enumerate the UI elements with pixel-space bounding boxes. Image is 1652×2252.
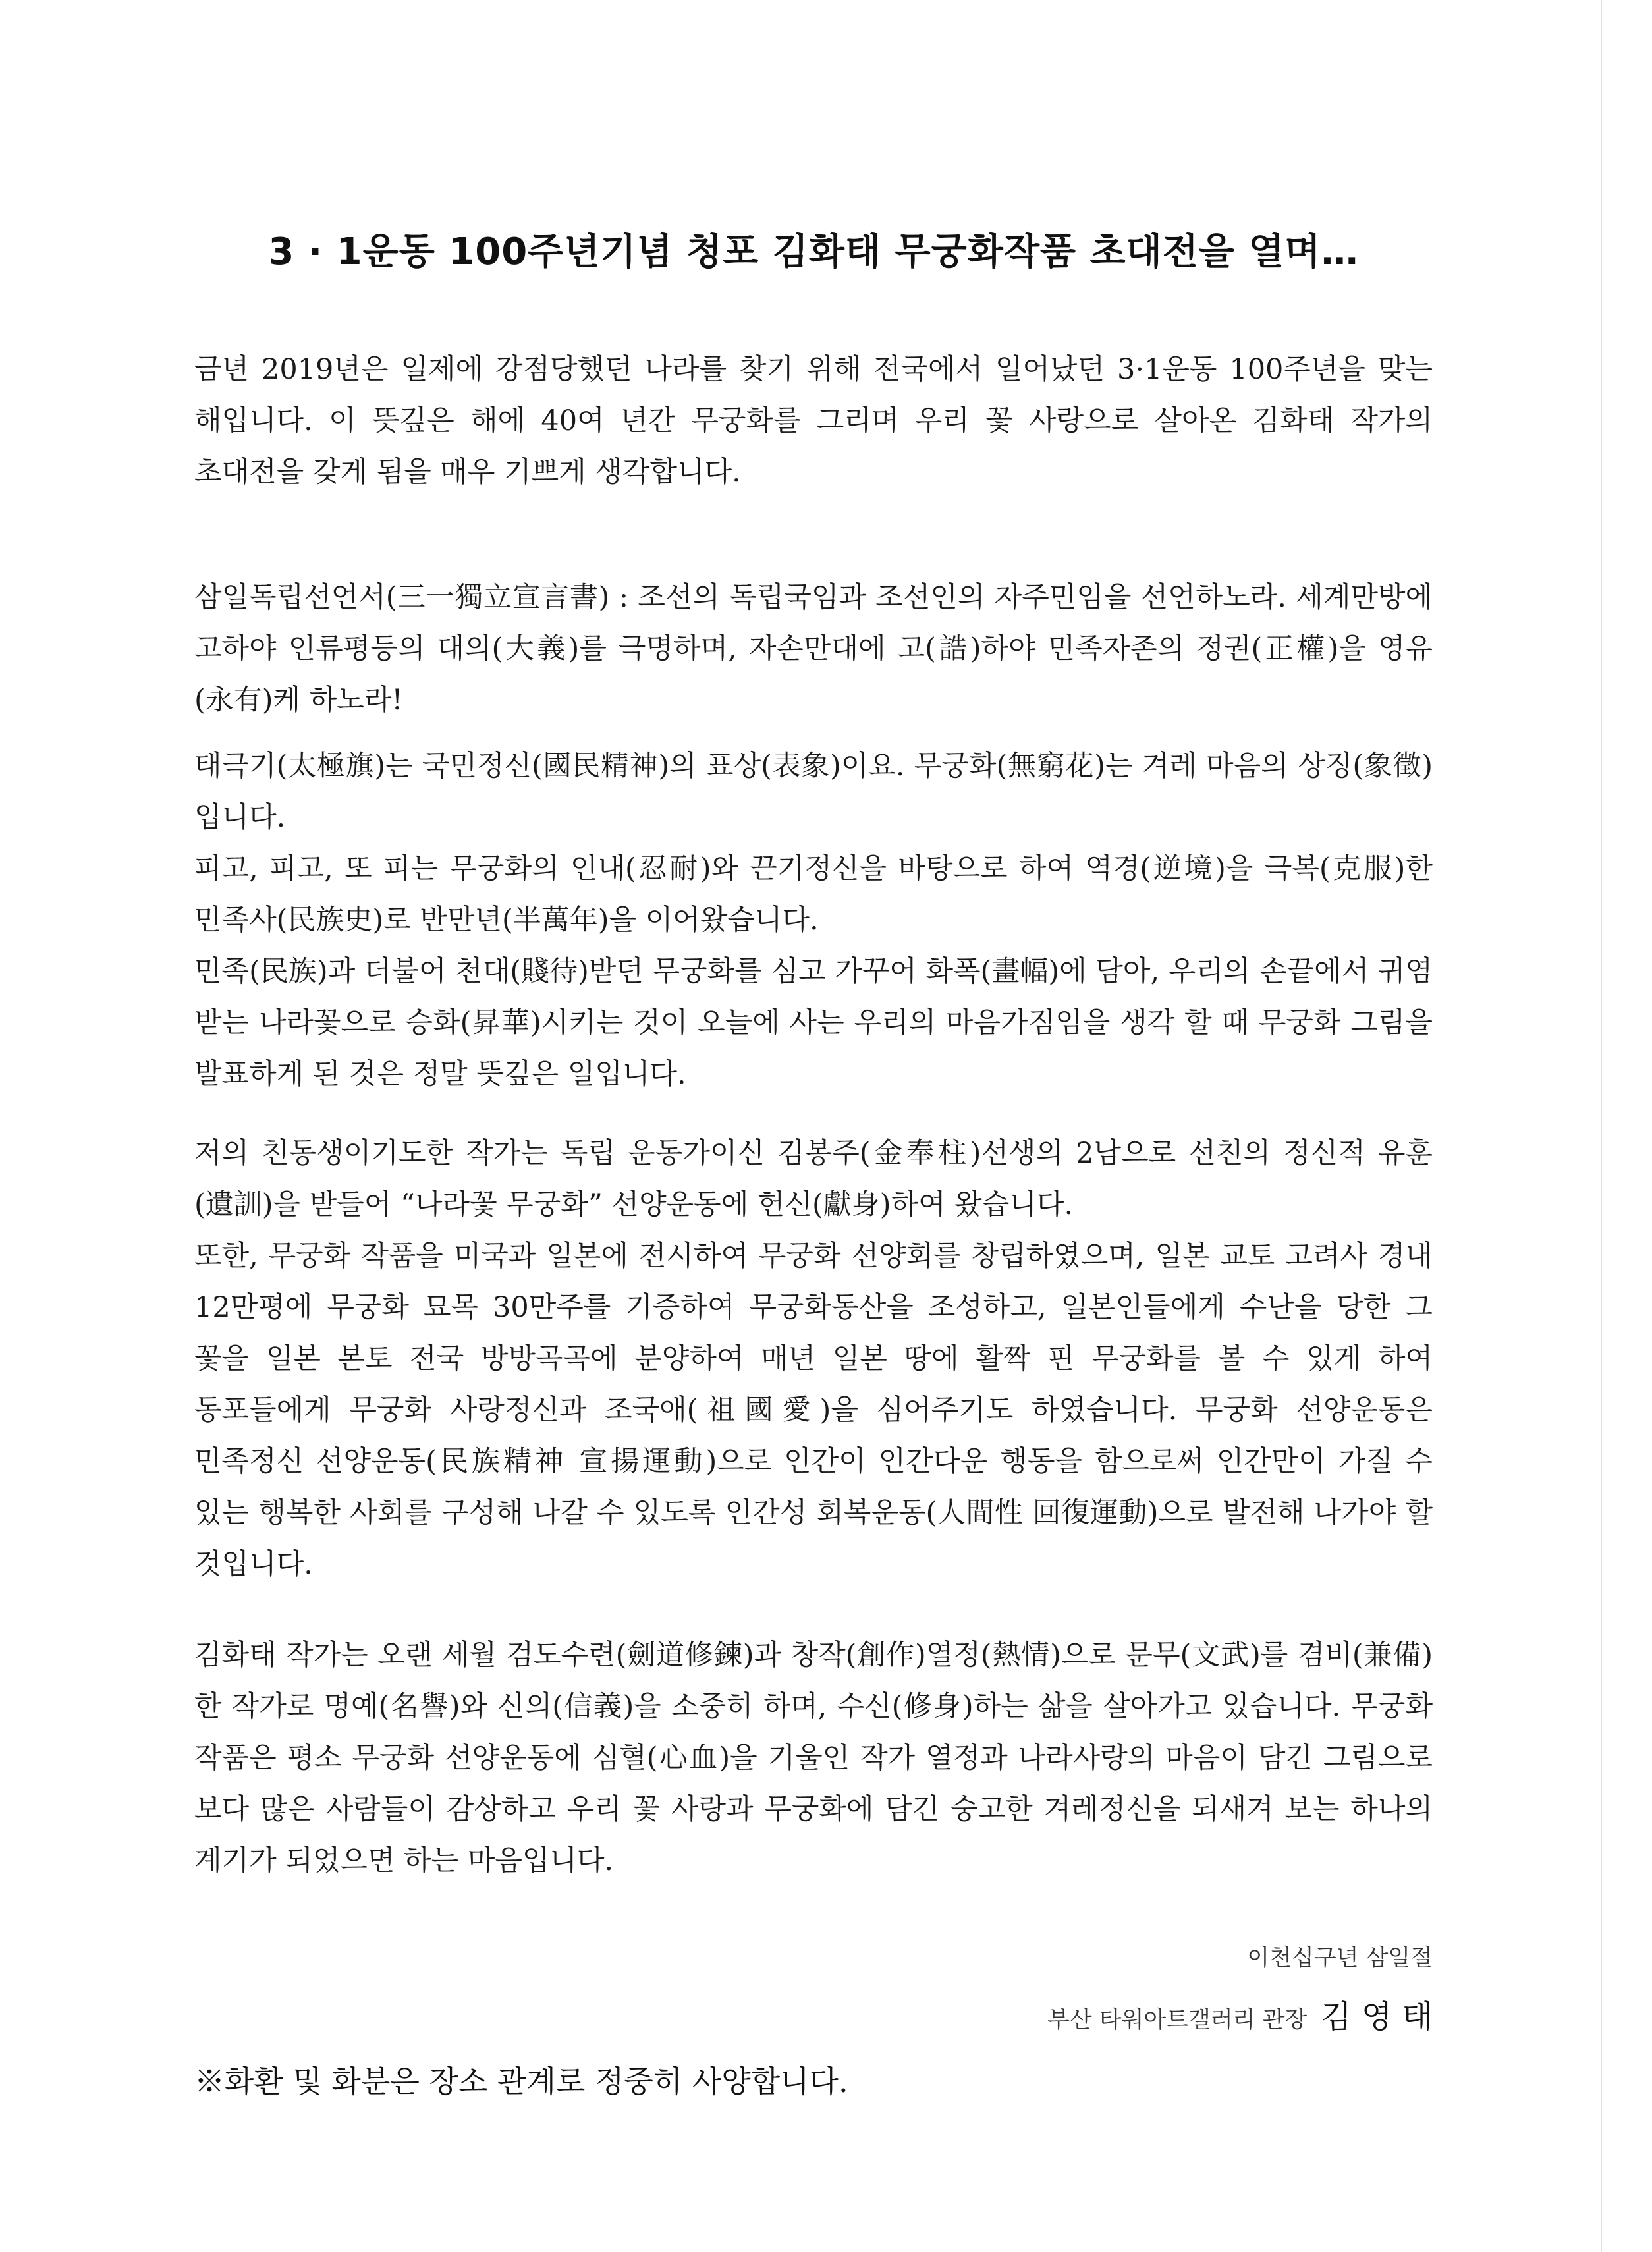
paragraph-artist-history [194,1128,1433,1590]
paragraph-line: 민족(民族)과 더불어 천대(賤待)받던 무궁화를 심고 가꾸어 화폭(畫幅)에 담아, 우리의 손끝에서 귀염 받는 나라꽃으로 승화(昇華)시키는 것이 오늘에 사는 우리의 마음가짐임을 생각 할 때 무궁화 그림을 발표하게 된 것은 정말 뜻깊은 일입니다. [194,955,1433,1091]
signature-date: 이천십구년 삼일절 [1247,1945,1433,1971]
page-edge-line [1601,0,1602,2252]
paragraph-declaration [194,572,1433,726]
paragraph-line: 저의 친동생이기도한 작가는 독립 운동가이신 김봉주(金奉柱)선생의 2남으로 선친의 정신적 유훈(遺訓)을 받들어 “나라꽃 무궁화” 선양운동에 헌신(獻身)하여 왔습니다. [194,1137,1433,1221]
footnote: ※화환 및 화분은 장소 관계로 정중히 사양합니다. [194,2064,848,2099]
paragraph-line: 태극기(太極旗)는 국민정신(國民精神)의 표상(表象)이요. 무궁화(無窮花)는 겨레 마음의 상징(象徵)입니다. [194,750,1433,834]
paragraph-symbols [194,740,1433,1100]
signature-name: 김 영 태 [1321,1998,1433,2035]
signature-role: 부산 타워아트갤러리 관장 [1047,2007,1308,2033]
paragraph-line: 또한, 무궁화 작품을 미국과 일본에 전시하여 무궁화 선양회를 창립하였으며, 일본 교토 고려사 경내 12만평에 무궁화 묘목 30만주를 기증하여 무궁화동산을 조성하고, 일본인들에게 수난을 당한 그 꽃을 일본 본토 전국 방방곡곡에 분양하여 매년 일본 땅에 활짝 핀 무궁화를 볼 수 있게 하여 동포들에게 무궁화 사랑정신과 조국애(祖國愛)을 심어주기도 하였습니다. 무궁화 선양운동은 민족정신 선양운동(民族精神 宣揚運動)으로 인간이 인간다운 행동을 함으로써 인간만이 가질 수 있는 행복한 사회를 구성해 나갈 수 있도록 인간성 회복운동(人間性 回復運動)으로 발전해 나가야 할 것입니다. [194,1240,1433,1581]
paragraph-line: 삼일독립선언서(三一獨立宣言書) : 조선의 독립국임과 조선인의 자주민임을 선언하노라. 세계만방에 고하야 인류평등의 대의(大義)를 극명하며, 자손만대에 고(誥)하야 민족자존의 정권(正權)을 영유(永有)케 하노라! [194,581,1433,717]
paragraph-artist-character [194,1630,1433,1886]
paragraph-line: 피고, 피고, 또 피는 무궁화의 인내(忍耐)와 끈기정신을 바탕으로 하여 역경(逆境)을 극복(克服)한 민족사(民族史)로 반만년(半萬年)을 이어왔습니다. [194,852,1433,937]
signature-block [194,1997,1433,2040]
paragraph-intro [194,344,1433,498]
paragraph-line: 금년 2019년은 일제에 강점당했던 나라를 찾기 위해 전국에서 일어났던 3·1운동 100주년을 맞는 해입니다. 이 뜻깊은 해에 40여 년간 무궁화를 그리며 우리 꽃 사랑으로 살아온 김화태 작가의 초대전을 갖게 됨을 매우 기쁘게 생각합니다. [194,353,1433,489]
paragraph-line: 김화태 작가는 오랜 세월 검도수련(劍道修鍊)과 창작(創作)열정(熱情)으로 문무(文武)를 겸비(兼備)한 작가로 명예(名譽)와 신의(信義)을 소중히 하며, 수신(修身)하는 삶을 살아가고 있습니다. 무궁화 작품은 평소 무궁화 선양운동에 심혈(心血)을 기울인 작가 열정과 나라사랑의 마음이 담긴 그림으로 보다 많은 사람들이 감상하고 우리 꽃 사랑과 무궁화에 담긴 숭고한 겨레정신을 되새겨 보는 하나의 계기가 되었으면 하는 마음입니다. [194,1639,1433,1877]
document-title: 3 · 1운동 100주년기념 청포 김화태 무궁화작품 초대전을 열며… [268,231,1359,273]
